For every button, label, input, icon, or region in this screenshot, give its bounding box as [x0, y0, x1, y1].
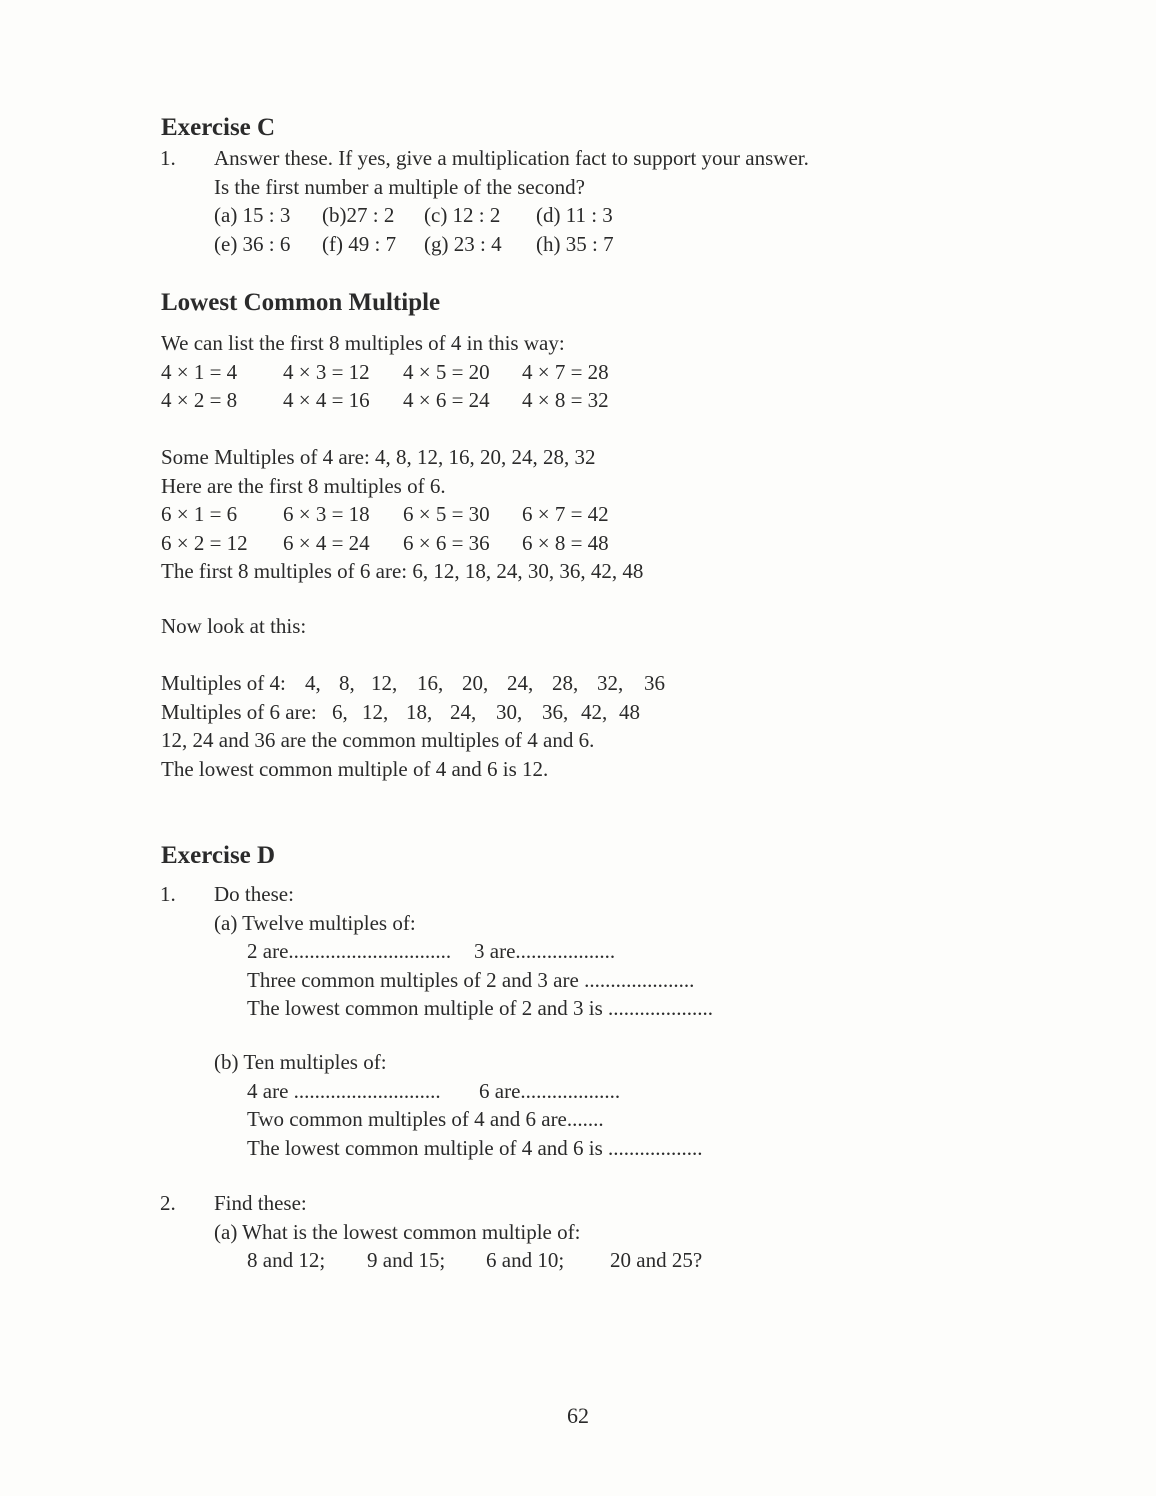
table6-row2: [161, 529, 643, 558]
fill-in-blank: 2 are...............................: [247, 939, 452, 963]
lcm-intro: We can list the first 8 multiples of 4 in this way:: [161, 331, 565, 355]
option-g: (g) 23 : 4: [424, 231, 502, 256]
table-cell: 4 × 6 = 24: [403, 388, 490, 412]
table-cell: 4 × 8 = 32: [522, 388, 609, 412]
exercise-d-q1: [214, 880, 713, 1023]
lcm-question-item: 8 and 12;: [247, 1248, 326, 1272]
q2-part-a-items: [214, 1246, 702, 1275]
page-number: 62: [567, 1403, 589, 1428]
option-a: (a) 15 : 3: [214, 203, 291, 227]
table-cell: 6 × 7 = 42: [522, 502, 609, 526]
exercise-c-title: Exercise C: [161, 114, 276, 141]
lowest-common-multiple-line: The lowest common multiple of 4 and 6 is 12.: [161, 756, 549, 781]
table-cell: 6 × 2 = 12: [161, 530, 248, 555]
option-f: (f) 49 : 7: [322, 231, 397, 256]
now-look: Now look at this:: [161, 614, 307, 638]
multiple-value: 32,: [597, 671, 624, 695]
table-cell: 4 × 4 = 16: [283, 388, 370, 412]
table-cell: 6 × 3 = 18: [283, 502, 370, 526]
table-cell: 6 × 8 = 48: [522, 530, 609, 555]
table-cell: 6 × 4 = 24: [283, 530, 370, 555]
multiple-value: 8,: [339, 671, 355, 695]
table-cell: 4 × 1 = 4: [161, 359, 238, 384]
lcm-title: Lowest Common Multiple: [161, 289, 441, 316]
table-cell: 6 × 5 = 30: [403, 502, 490, 526]
lcm-body-part2: [161, 443, 643, 586]
multiple-value: 30,: [496, 699, 523, 724]
table6-row1: [161, 500, 643, 529]
part-b-heading: (b) Ten multiples of:: [214, 1050, 387, 1074]
option-e: (e) 36 : 6: [214, 231, 291, 256]
fill-in-blank: 4 are ............................: [247, 1078, 441, 1103]
first-8-multiples-of-6: The first 8 multiples of 6 are: 6, 12, 18, 24, 30, 36, 42, 48: [161, 559, 644, 583]
table-cell: 4 × 2 = 8: [161, 388, 238, 412]
option-h: (h) 35 : 7: [536, 231, 614, 256]
exercise-c-q1-text: [214, 144, 809, 258]
lcm-question-item: 9 and 15;: [367, 1248, 446, 1272]
multiples-label: Multiples of 6 are:: [161, 699, 317, 724]
here-first-8-of-6: Here are the first 8 multiples of 6.: [161, 473, 446, 498]
table-cell: 4 × 3 = 12: [283, 359, 370, 384]
exercise-d-q1-part-b: [214, 1048, 703, 1162]
multiple-value: 12,: [371, 671, 398, 695]
part-a-line1: [214, 937, 713, 966]
exercise-d-q1-prompt: Do these:: [214, 882, 294, 906]
multiple-value: 48: [619, 699, 640, 724]
exercise-d-q1-number: 1.: [160, 882, 176, 906]
exercise-c-options-row1: [214, 201, 809, 230]
part-b-line3: The lowest common multiple of 4 and 6 is ..................: [247, 1135, 703, 1160]
multiple-value: 42,: [581, 699, 608, 724]
exercise-c-options-row2: [214, 230, 809, 259]
fill-in-blank: 6 are...................: [479, 1078, 621, 1103]
part-b-line1: [214, 1077, 703, 1106]
part-a-heading: (a) Twelve multiples of:: [214, 910, 416, 935]
exercise-c-q1-number: 1.: [160, 146, 176, 170]
multiples-of-4-row: [161, 669, 665, 698]
exercise-c-q1-line1: Answer these. If yes, give a multiplication fact to support your answer.: [214, 146, 809, 170]
multiple-value: 12,: [362, 699, 389, 724]
multiples-of-6-row: [161, 698, 665, 727]
table-cell: 6 × 1 = 6: [161, 502, 238, 526]
part-b-line2: Two common multiples of 4 and 6 are.......: [247, 1107, 604, 1131]
table-cell: 4 × 5 = 20: [403, 359, 490, 384]
exercise-d-q2-number: 2.: [160, 1191, 176, 1215]
multiple-value: 20,: [462, 671, 489, 695]
lcm-question-item: 6 and 10;: [486, 1248, 565, 1272]
lcm-body-part1: [161, 329, 609, 415]
multiple-value: 36,: [542, 699, 569, 724]
option-d: (d) 11 : 3: [536, 203, 613, 227]
multiple-value: 16,: [417, 671, 444, 695]
exercise-d-q2-prompt: Find these:: [214, 1191, 307, 1215]
multiples-label: Multiples of 4:: [161, 671, 286, 695]
table4-row2: [161, 386, 609, 415]
q2-part-a-heading: (a) What is the lowest common multiple of:: [214, 1219, 581, 1244]
table4-row1: [161, 358, 609, 387]
multiple-value: 6,: [332, 699, 348, 724]
part-a-line2: Three common multiples of 2 and 3 are .....................: [247, 967, 695, 992]
table-cell: 6 × 6 = 36: [403, 530, 490, 555]
exercise-d-q2: [214, 1189, 702, 1275]
option-b: (b)27 : 2: [322, 203, 395, 227]
multiple-value: 36: [644, 671, 665, 695]
fill-in-blank: 3 are...................: [474, 939, 616, 963]
exercise-c-q1-line2: Is the first number a multiple of the second?: [214, 174, 585, 199]
part-a-line3: The lowest common multiple of 2 and 3 is ....................: [247, 996, 714, 1020]
lcm-comparison: [161, 669, 665, 783]
multiple-value: 28,: [552, 671, 579, 695]
multiple-value: 18,: [406, 699, 433, 724]
lcm-question-item: 20 and 25?: [610, 1248, 703, 1272]
multiple-value: 24,: [450, 699, 477, 724]
common-multiples-line: 12, 24 and 36 are the common multiples of 4 and 6.: [161, 728, 595, 752]
table-cell: 4 × 7 = 28: [522, 359, 609, 384]
multiple-value: 4,: [305, 671, 321, 695]
multiple-value: 24,: [507, 671, 534, 695]
option-c: (c) 12 : 2: [424, 203, 501, 227]
some-multiples-of-4: Some Multiples of 4 are: 4, 8, 12, 16, 20, 24, 28, 32: [161, 445, 596, 469]
exercise-d-title: Exercise D: [161, 842, 276, 869]
